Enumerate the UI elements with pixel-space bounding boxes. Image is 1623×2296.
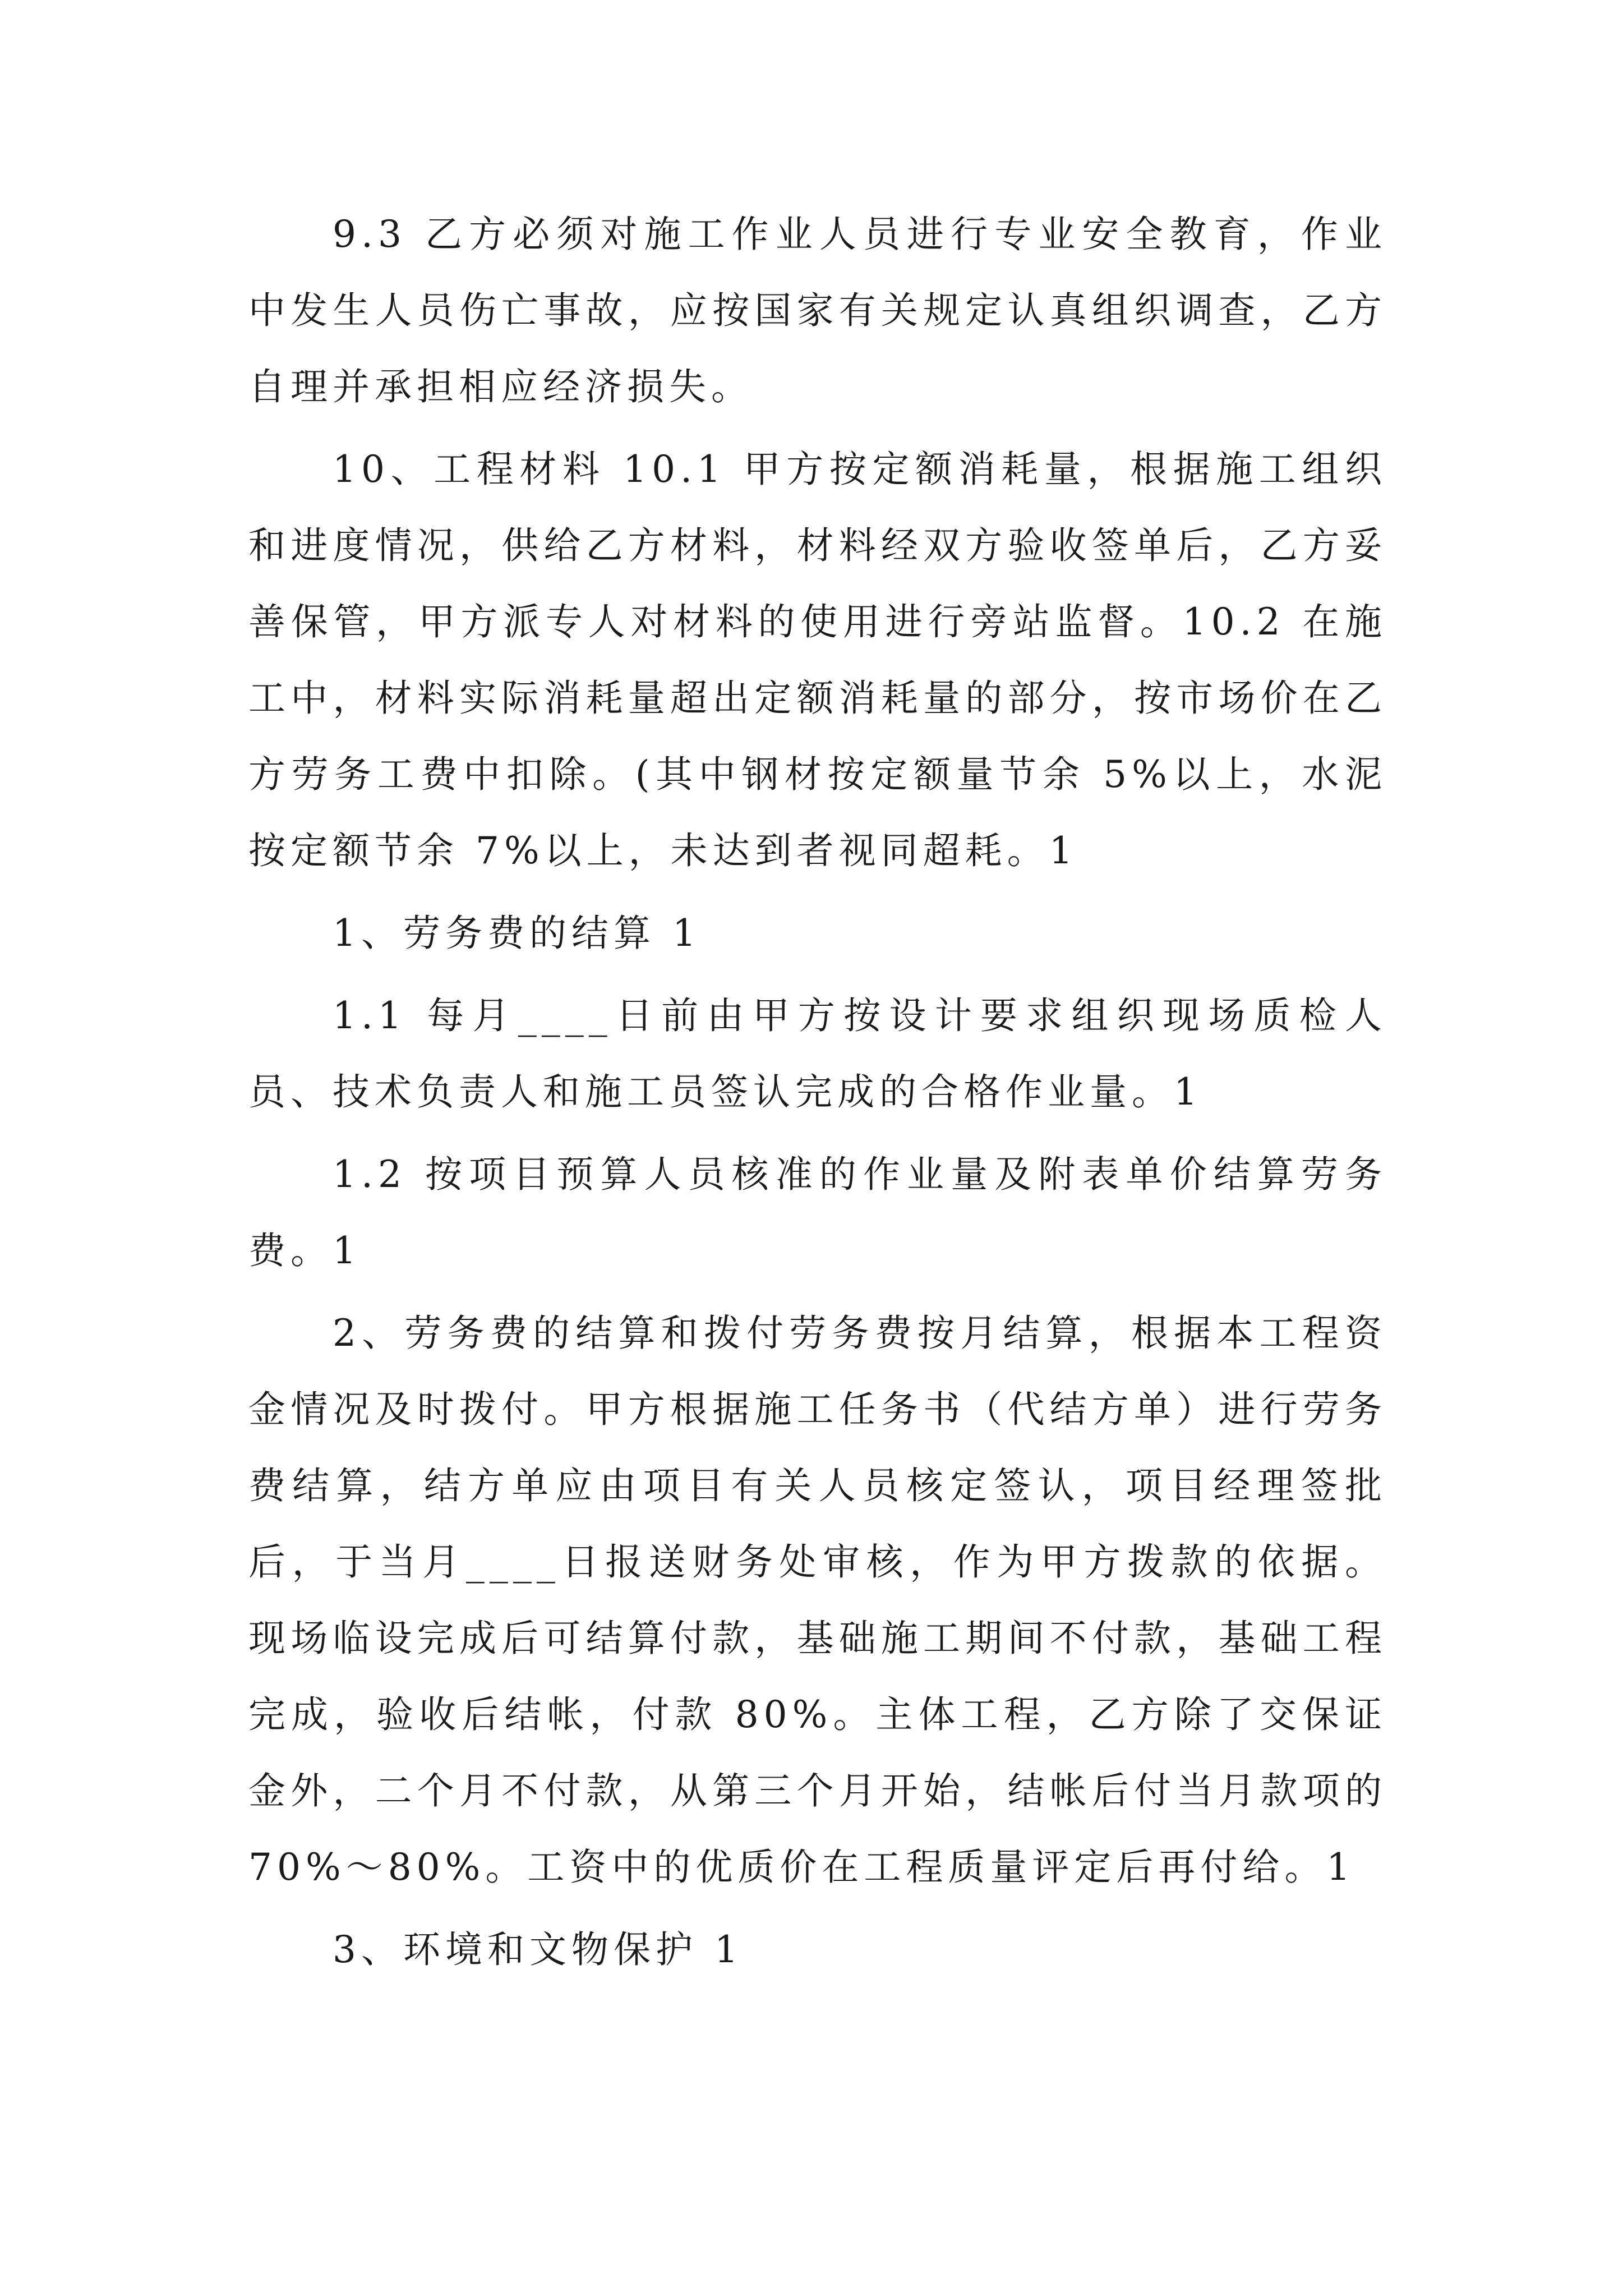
paragraph-labor-settlement-1-2: 1.2 按项目预算人员核准的作业量及附表单价结算劳务费。1 — [248, 1153, 1387, 1272]
paragraph-environment-heading: 3、环境和文物保护 1 — [333, 1928, 743, 1971]
paragraph-labor-settlement-heading: 1、劳务费的结算 1 — [333, 912, 701, 955]
paragraph-materials: 10、工程材料 10.1 甲方按定额消耗量，根据施工组织和进度情况，供给乙方材料，材料经双方验收签单后，乙方妥善保管，甲方派专人对材料的使用进行旁站监督。10.2 在施工中，材料实际消耗量超出定额消耗量的部分，按市场价在乙方劳务工费中扣除。(其中钢材按定额量节余 5%以上，水泥按定额节余 7%以上，未达到者视同超耗。1 — [248, 448, 1387, 872]
paragraph-safety-education: 9.3 乙方必须对施工作业人员进行专业安全教育，作业中发生人员伤亡事故，应按国家有关规定认真组织调查，乙方自理并承担相应经济损失。 — [248, 213, 1387, 408]
paragraph-payment-terms: 2、劳务费的结算和拨付劳务费按月结算，根据本工程资金情况及时拨付。甲方根据施工任务书（代结方单）进行劳务费结算，结方单应由项目有关人员核定签认，项目经理签批后，于当月____日报送财务处审核，作为甲方拨款的依据。现场临设完成后可结算付款，基础施工期间不付款，基础工程完成，验收后结帐，付款 80%。主体工程，乙方除了交保证金外，二个月不付款，从第三个月开始，结帐后付当月款项的 70%～80%。工资中的优质价在工程质量评定后再付给。1 — [248, 1312, 1387, 1889]
document-body — [248, 196, 1387, 1994]
paragraph-labor-settlement-1-1: 1.1 每月____日前由甲方按设计要求组织现场质检人员、技术负责人和施工员签认完成的合格作业量。1 — [248, 994, 1387, 1114]
